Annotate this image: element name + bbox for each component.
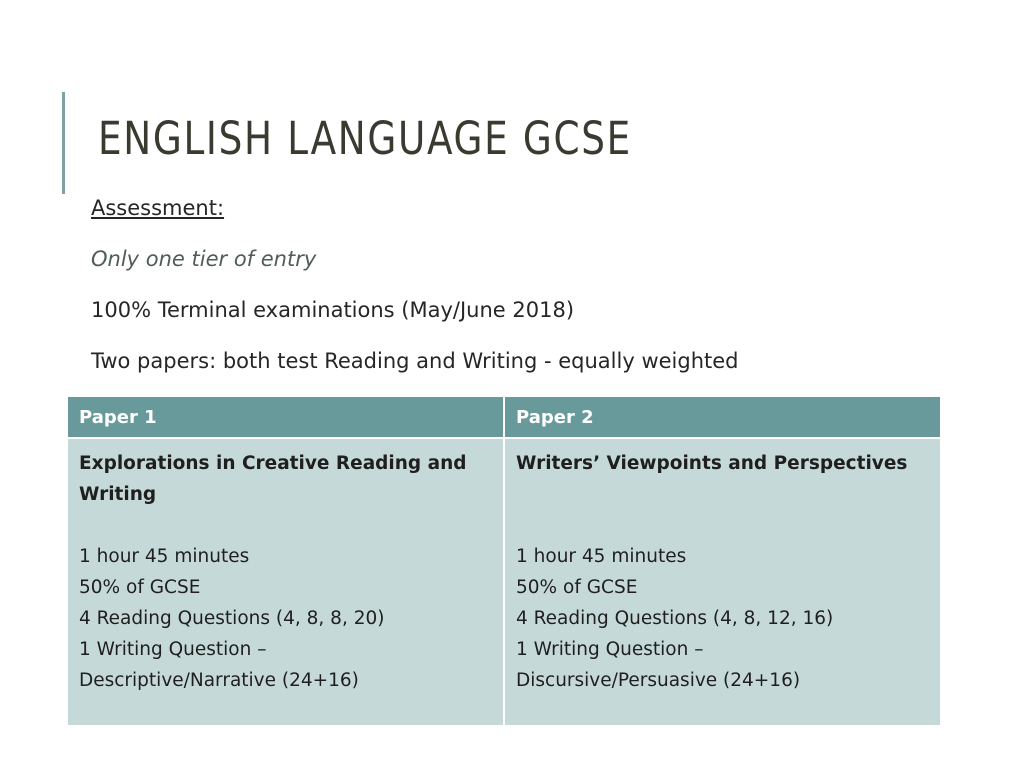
table-header-row (68, 397, 940, 438)
title-accent-bar (62, 92, 65, 194)
paper-1-title: Explorations in Creative Reading and Writing (79, 453, 467, 505)
paper-2-duration: 1 hour 45 minutes (516, 546, 687, 567)
paper-1-reading: 4 Reading Questions (4, 8, 8, 20) (79, 608, 385, 629)
paper-1-writing-type: Descriptive/Narrative (24+16) (79, 670, 359, 691)
paper-2-reading: 4 Reading Questions (4, 8, 12, 16) (516, 608, 834, 629)
paper-2-writing: 1 Writing Question – (516, 639, 704, 660)
paper-2-cell (504, 438, 940, 726)
tier-line: Only one tier of entry (91, 247, 317, 271)
paper-1-writing: 1 Writing Question – (79, 639, 267, 660)
paper-2-writing-type: Discursive/Persuasive (24+16) (516, 670, 801, 691)
header-paper-1: Paper 1 (68, 397, 504, 438)
slide-title: ENGLISH LANGUAGE GCSE (98, 112, 632, 165)
header-paper-2: Paper 2 (504, 397, 940, 438)
slide-body (91, 196, 991, 400)
terminal-line: 100% Terminal examinations (May/June 2018) (91, 298, 575, 322)
cell-spacer (79, 510, 492, 541)
papers-table (68, 397, 940, 727)
cell-spacer (516, 510, 929, 541)
paper-1-duration: 1 hour 45 minutes (79, 546, 250, 567)
paper-1-weight: 50% of GCSE (79, 577, 201, 598)
table-row (68, 438, 940, 726)
assessment-heading: Assessment: (91, 196, 225, 220)
paper-2-weight: 50% of GCSE (516, 577, 638, 598)
papers-line: Two papers: both test Reading and Writing - equally weighted (91, 349, 739, 373)
paper-2-title: Writers’ Viewpoints and Perspectives (516, 453, 908, 474)
paper-1-cell (68, 438, 504, 726)
